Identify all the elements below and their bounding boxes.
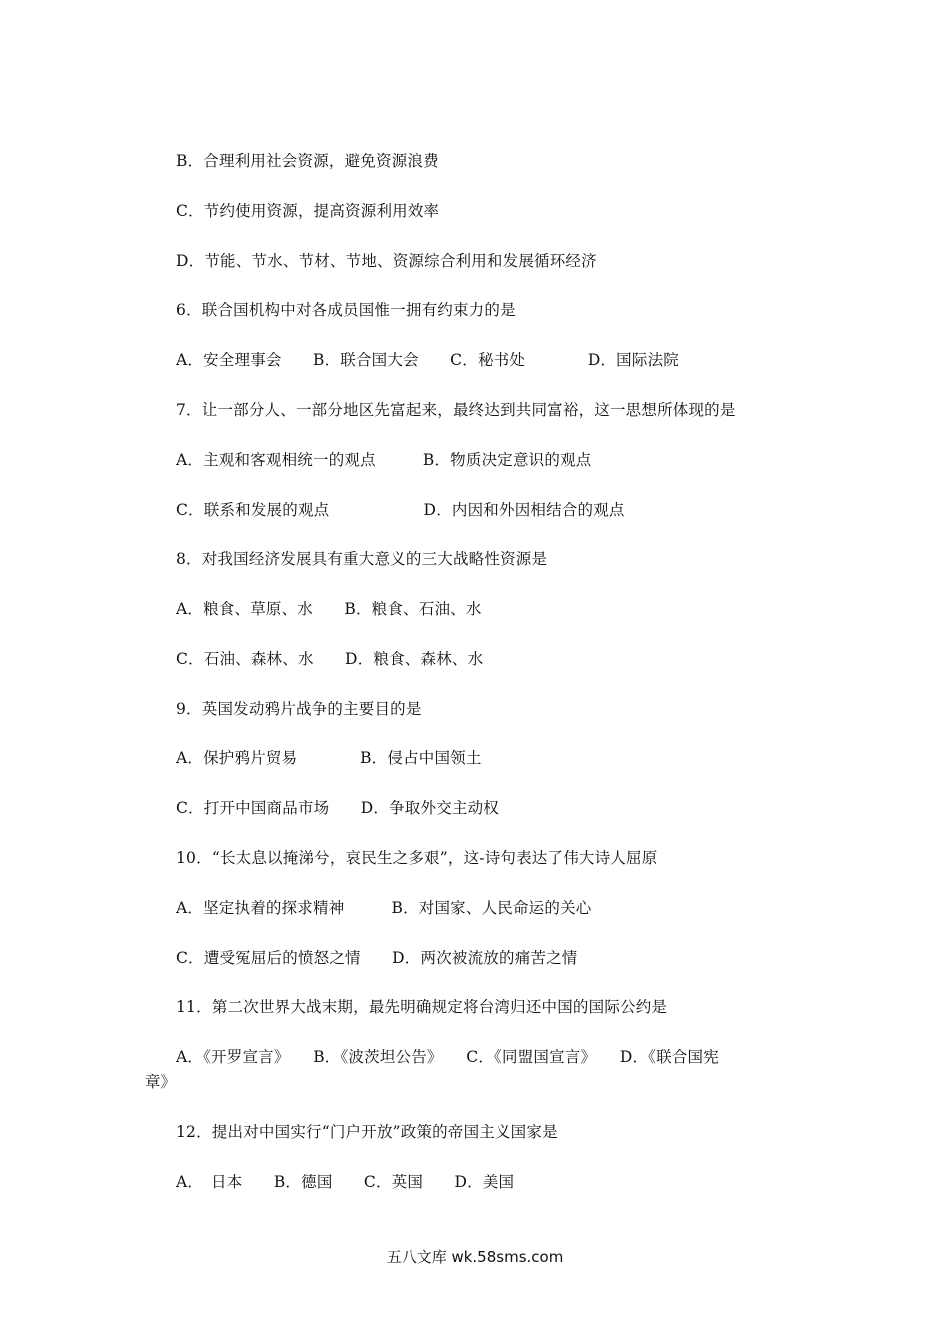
question-line: 7．让一部分人、一部分地区先富起来，最终达到共同富裕，这一思想所体现的是 bbox=[176, 401, 736, 419]
footer-watermark-text: 五八文库 wk.58sms.com bbox=[386, 1248, 564, 1266]
option-line-wrap: 章》 bbox=[145, 1073, 177, 1091]
option-line: C．打开中国商品市场 D．争取外交主动权 bbox=[176, 799, 499, 817]
question-line: 8．对我国经济发展具有重大意义的三大战略性资源是 bbox=[176, 550, 548, 568]
option-line: C．石油、森林、水 D．粮食、森林、水 bbox=[176, 650, 484, 668]
option-line: C．节约使用资源，提高资源利用效率 bbox=[176, 202, 440, 220]
option-line: B．合理利用社会资源，避免资源浪费 bbox=[176, 152, 439, 170]
option-line: A．安全理事会 B．联合国大会 C．秘书处 D．国际法院 bbox=[176, 351, 679, 369]
option-line: A．《开罗宣言》 B．《波茨坦公告》 C．《同盟国宣言》 D．《联合国宪 bbox=[176, 1048, 719, 1066]
option-line: C．遭受冤屈后的愤怒之情 D．两次被流放的痛苦之情 bbox=[176, 949, 578, 967]
option-line: A．粮食、草原、水 B．粮食、石油、水 bbox=[176, 600, 482, 618]
option-line: A． 日本 B．德国 C．英国 D．美国 bbox=[176, 1173, 515, 1191]
option-line: A．主观和客观相统一的观点 B．物质决定意识的观点 bbox=[176, 451, 592, 469]
option-line: C．联系和发展的观点 D．内因和外因相结合的观点 bbox=[176, 501, 625, 519]
question-line: 6．联合国机构中对各成员国惟一拥有约束力的是 bbox=[176, 301, 516, 319]
option-line: A．坚定执着的探求精神 B．对国家、人民命运的关心 bbox=[176, 899, 592, 917]
question-line: 10．“长太息以掩涕兮，哀民生之多艰”，这-诗句表达了伟大诗人屈原 bbox=[176, 849, 658, 867]
question-line: 11．第二次世界大战末期，最先明确规定将台湾归还中国的国际公约是 bbox=[176, 998, 668, 1016]
question-line: 9．英国发动鸦片战争的主要目的是 bbox=[176, 700, 422, 718]
option-line: A．保护鸦片贸易 B．侵占中国领土 bbox=[176, 749, 482, 767]
option-line: D．节能、节水、节材、节地、资源综合利用和发展循环经济 bbox=[176, 252, 597, 270]
question-line: 12．提出对中国实行“门户开放”政策的帝国主义国家是 bbox=[176, 1123, 558, 1141]
